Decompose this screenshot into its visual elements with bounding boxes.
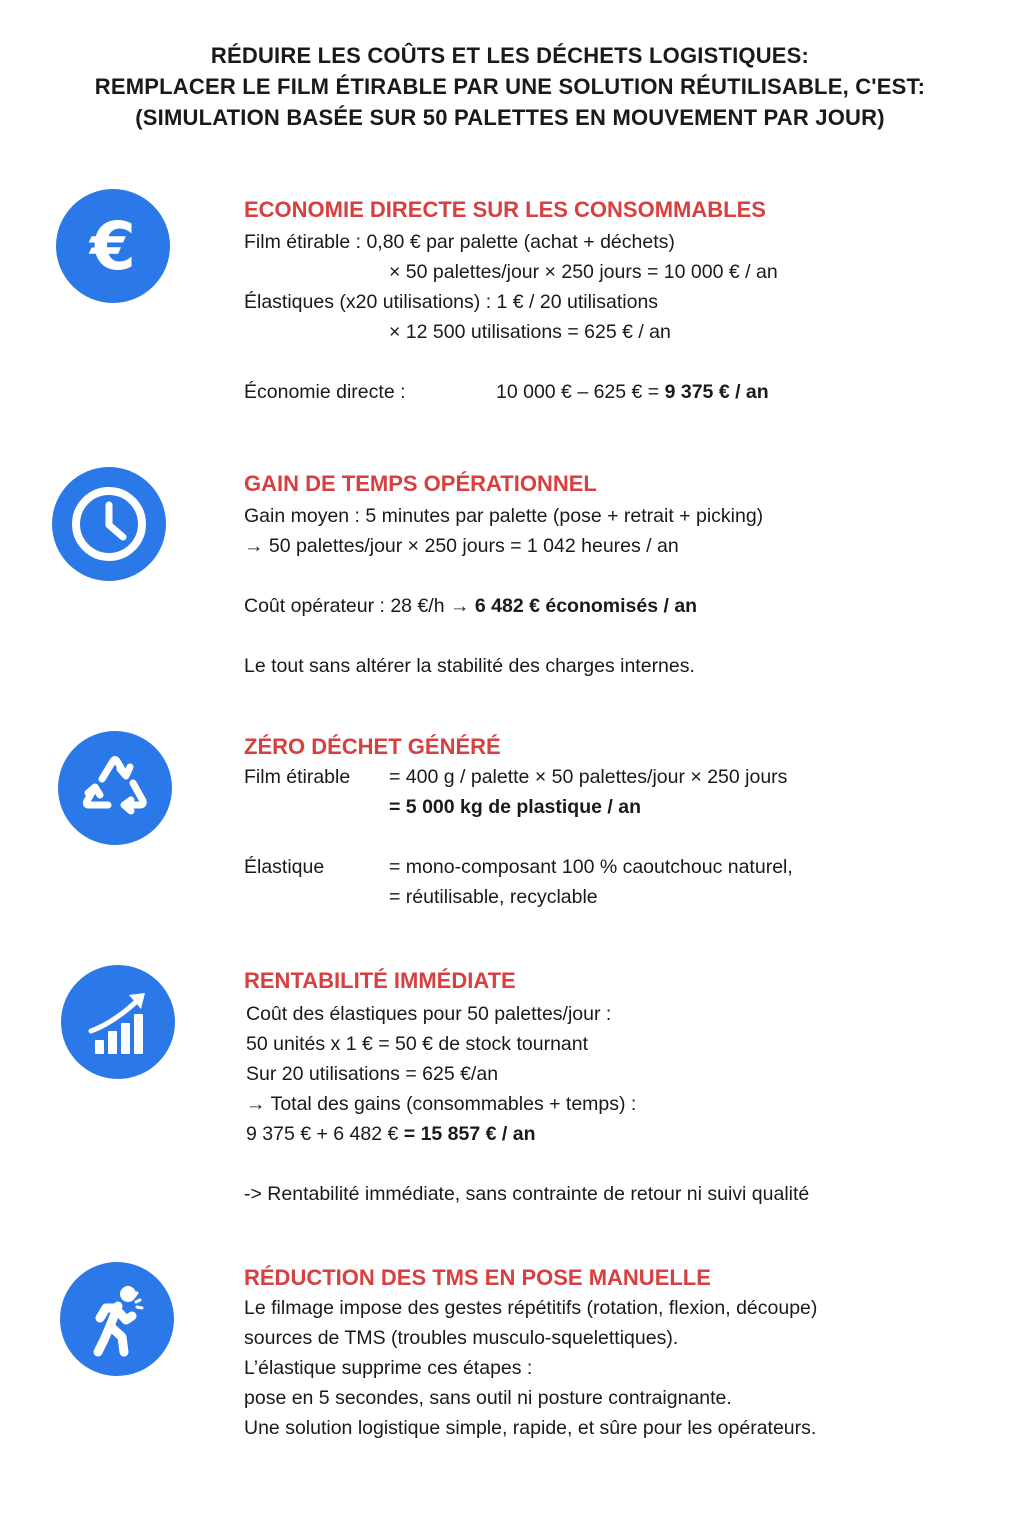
total-bold: = 15 857 € / an (403, 1123, 536, 1145)
svg-text:€: € (90, 208, 136, 285)
text-line: L’élastique supprime ces étapes : (244, 1357, 533, 1379)
section-title: ECONOMIE DIRECTE SUR LES CONSOMMABLES (244, 197, 766, 222)
text-line: -> Rentabilité immédiate, sans contrainte de retour ni suivi qualité (244, 1183, 810, 1205)
euro-icon (56, 189, 170, 303)
section-temps (244, 469, 763, 681)
recycle-icon (58, 731, 172, 845)
rentabilite-total-line (246, 1119, 809, 1149)
worker-strain-icon (60, 1262, 174, 1376)
result-label: Économie directe : (244, 381, 406, 403)
dechet-line-1 (244, 762, 788, 792)
result-value (496, 377, 769, 407)
result-bold: 9 375 € / an (664, 381, 769, 403)
temps-cost-line (244, 591, 763, 621)
section-tms (244, 1263, 817, 1443)
section-dechet (244, 732, 793, 912)
page-title (0, 40, 1020, 133)
label: Film étirable (244, 766, 351, 788)
clock-icon (52, 467, 166, 581)
text-line: Le filmage impose des gestes répétitifs (rotation, flexion, découpe) (244, 1297, 818, 1319)
cost-text: Coût opérateur : 28 €/h → (244, 595, 475, 617)
text-line: Le tout sans altérer la stabilité des charges internes. (244, 655, 695, 677)
text-line: × 12 500 utilisations = 625 € / an (389, 321, 671, 343)
text-line: = 5 000 kg de plastique / an (389, 796, 641, 818)
text-line: Élastiques (x20 utilisations) : 1 € / 20 utilisations (244, 291, 659, 313)
section-rentabilite (244, 966, 809, 1209)
section-title: ZÉRO DÉCHET GÉNÉRÉ (244, 734, 501, 759)
value: = mono-composant 100 % caoutchouc naturel, (389, 856, 793, 878)
text-line: → Total des gains (consommables + temps) : (246, 1093, 637, 1115)
result-calc: 10 000 € – 625 € = (496, 381, 665, 403)
title-line-2: REMPLACER LE FILM ÉTIRABLE PAR UNE SOLUTION RÉUTILISABLE, C'EST: (94, 74, 926, 99)
cost-bold: 6 482 € économisés / an (474, 595, 698, 617)
text-line: Une solution logistique simple, rapide, et sûre pour les opérateurs. (244, 1417, 817, 1439)
text-line: → 50 palettes/jour × 250 jours = 1 042 heures / an (244, 535, 679, 557)
title-line-3: (SIMULATION BASÉE SUR 50 PALETTES EN MOUVEMENT PAR JOUR) (135, 105, 885, 130)
economie-result-line (244, 377, 778, 407)
section-title: RÉDUCTION DES TMS EN POSE MANUELLE (244, 1265, 711, 1290)
text-line: = réutilisable, recyclable (389, 886, 598, 908)
section-title: GAIN DE TEMPS OPÉRATIONNEL (244, 471, 597, 496)
title-line-1: RÉDUIRE LES COÛTS ET LES DÉCHETS LOGISTIQUES: (210, 43, 810, 68)
section-title: RENTABILITÉ IMMÉDIATE (244, 968, 516, 993)
text-line: Coût des élastiques pour 50 palettes/jour : (246, 1003, 612, 1025)
section-economie (244, 195, 778, 407)
text-line: 50 unités x 1 € = 50 € de stock tournant (246, 1033, 589, 1055)
total-text: 9 375 € + 6 482 € (246, 1123, 404, 1145)
text-line: pose en 5 secondes, sans outil ni posture contraignante. (244, 1387, 732, 1409)
value: = 400 g / palette × 50 palettes/jour × 250 jours (389, 766, 788, 788)
text-line: × 50 palettes/jour × 250 jours = 10 000 € / an (389, 261, 778, 283)
text-line: sources de TMS (troubles musculo-squelettiques). (244, 1327, 679, 1349)
label: Élastique (244, 856, 325, 878)
dechet-line-3 (244, 852, 793, 882)
text-line: Film étirable : 0,80 € par palette (achat + déchets) (244, 231, 675, 253)
text-line: Sur 20 utilisations = 625 €/an (246, 1063, 499, 1085)
growth-chart-icon (61, 965, 175, 1079)
text-line: Gain moyen : 5 minutes par palette (pose + retrait + picking) (244, 505, 764, 527)
